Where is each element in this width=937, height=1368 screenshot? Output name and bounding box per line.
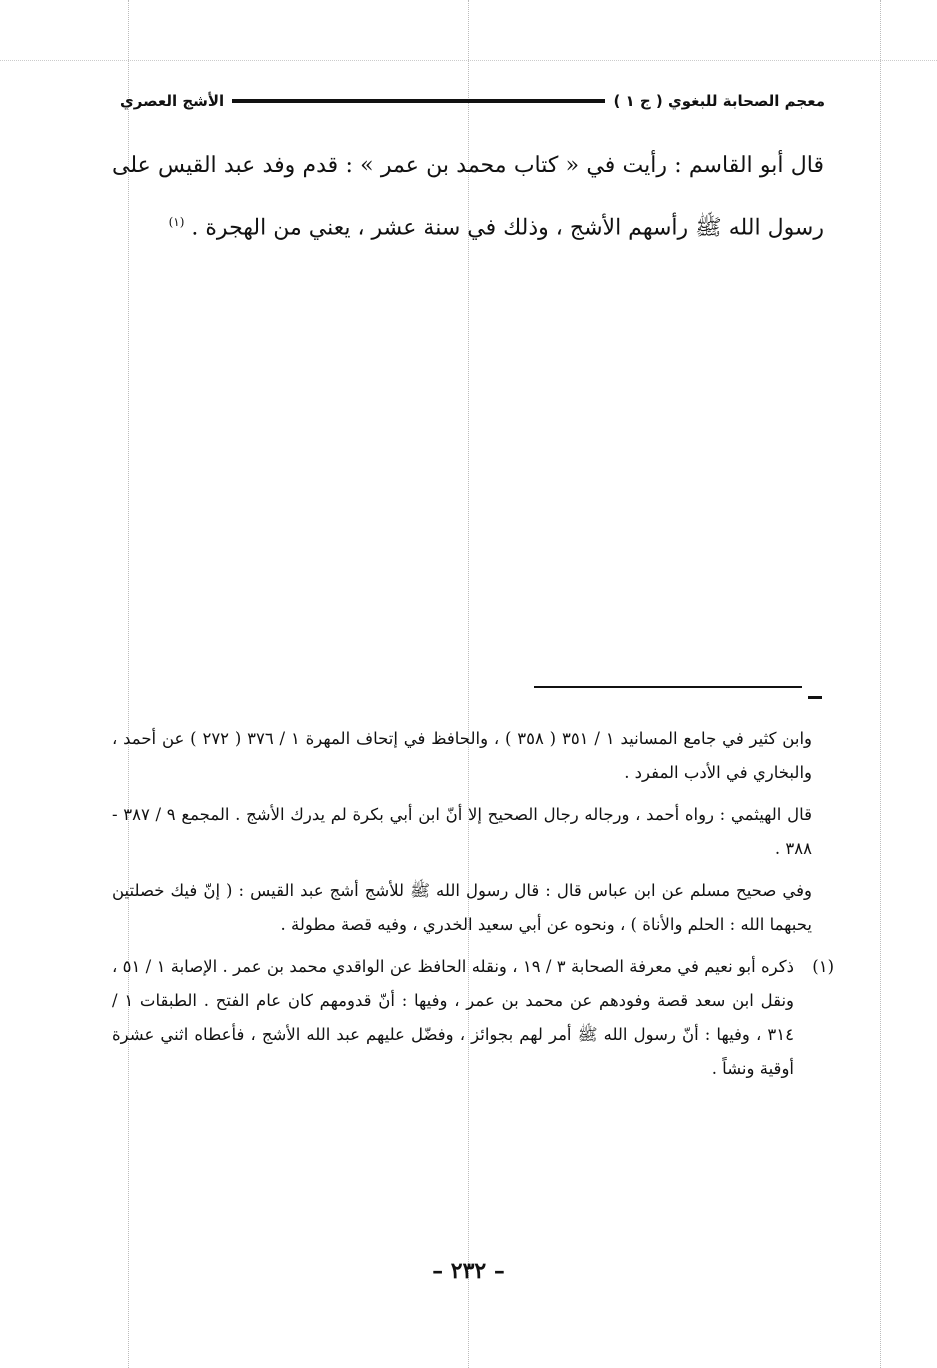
book-title: معجم الصحابة للبغوي ( ج ١ ) — [613, 92, 825, 110]
page-number: – ٢٣٢ – — [432, 1258, 505, 1284]
footnote-1 — [112, 950, 834, 1086]
main-text — [112, 138, 824, 256]
footnotes — [112, 722, 834, 1094]
scan-guide-line — [0, 60, 937, 61]
footnote-dash — [808, 696, 822, 699]
footnote-continuation: قال الهيثمي : رواه أحمد ، ورجاله رجال الصحيح إلا أنّ ابن أبي بكرة لم يدرك الأشج . المجمع ٩ / ٣٨٧ - ٣٨٨ . — [112, 805, 812, 858]
header-rule — [232, 99, 605, 103]
main-paragraph — [112, 138, 824, 256]
footnote-continuation: وفي صحيح مسلم عن ابن عباس قال : قال رسول الله ﷺ للأشج أشج عبد القيس : ( إنّ فيك خصلتين يحبهما الله : الحلم والأناة ) ، ونحوه عن أبي سعيد الخدري ، وفيه قصة مطولة . — [112, 881, 812, 934]
footnote-continuation: وابن كثير في جامع المسانيد ١ / ٣٥١ ( ٣٥٨ ) ، والحافظ في إتحاف المهرة ١ / ٣٧٦ ( ٢٧٢ ) عن أحمد ، والبخاري في الأدب المفرد . — [112, 729, 812, 782]
entry-title: الأشج العصري — [120, 92, 225, 110]
main-paragraph-text: قال أبو القاسم : رأيت في « كتاب محمد بن عمر » : قدم وفد عبد القيس على رسول الله ﷺ رأسهم الأشج ، وذلك في سنة عشر ، يعني من الهجرة . — [112, 153, 824, 241]
footnote-ref: (١) — [168, 215, 185, 229]
scan-guide-line — [880, 0, 881, 1368]
running-header — [120, 88, 825, 114]
footnote-number: (١) — [812, 957, 834, 976]
footnote-separator — [534, 686, 802, 688]
footnote-text: ذكره أبو نعيم في معرفة الصحابة ٣ / ١٩ ، ونقله الحافظ عن الواقدي محمد بن عمر . الإصابة ١ / ٥١ ، ونقل ابن سعد قصة وفودهم عن محمد بن عمر ، وفيها : أنّ قدومهم كان عام الفتح . الطبقات ١ / ٣١٤ ، وفيها : أنّ رسول الله ﷺ أمر لهم بجوائز ، وفضّل عليهم عبد الله الأشج ، فأعطاه اثني عشرة أوقية ونشاً . — [112, 957, 795, 1078]
